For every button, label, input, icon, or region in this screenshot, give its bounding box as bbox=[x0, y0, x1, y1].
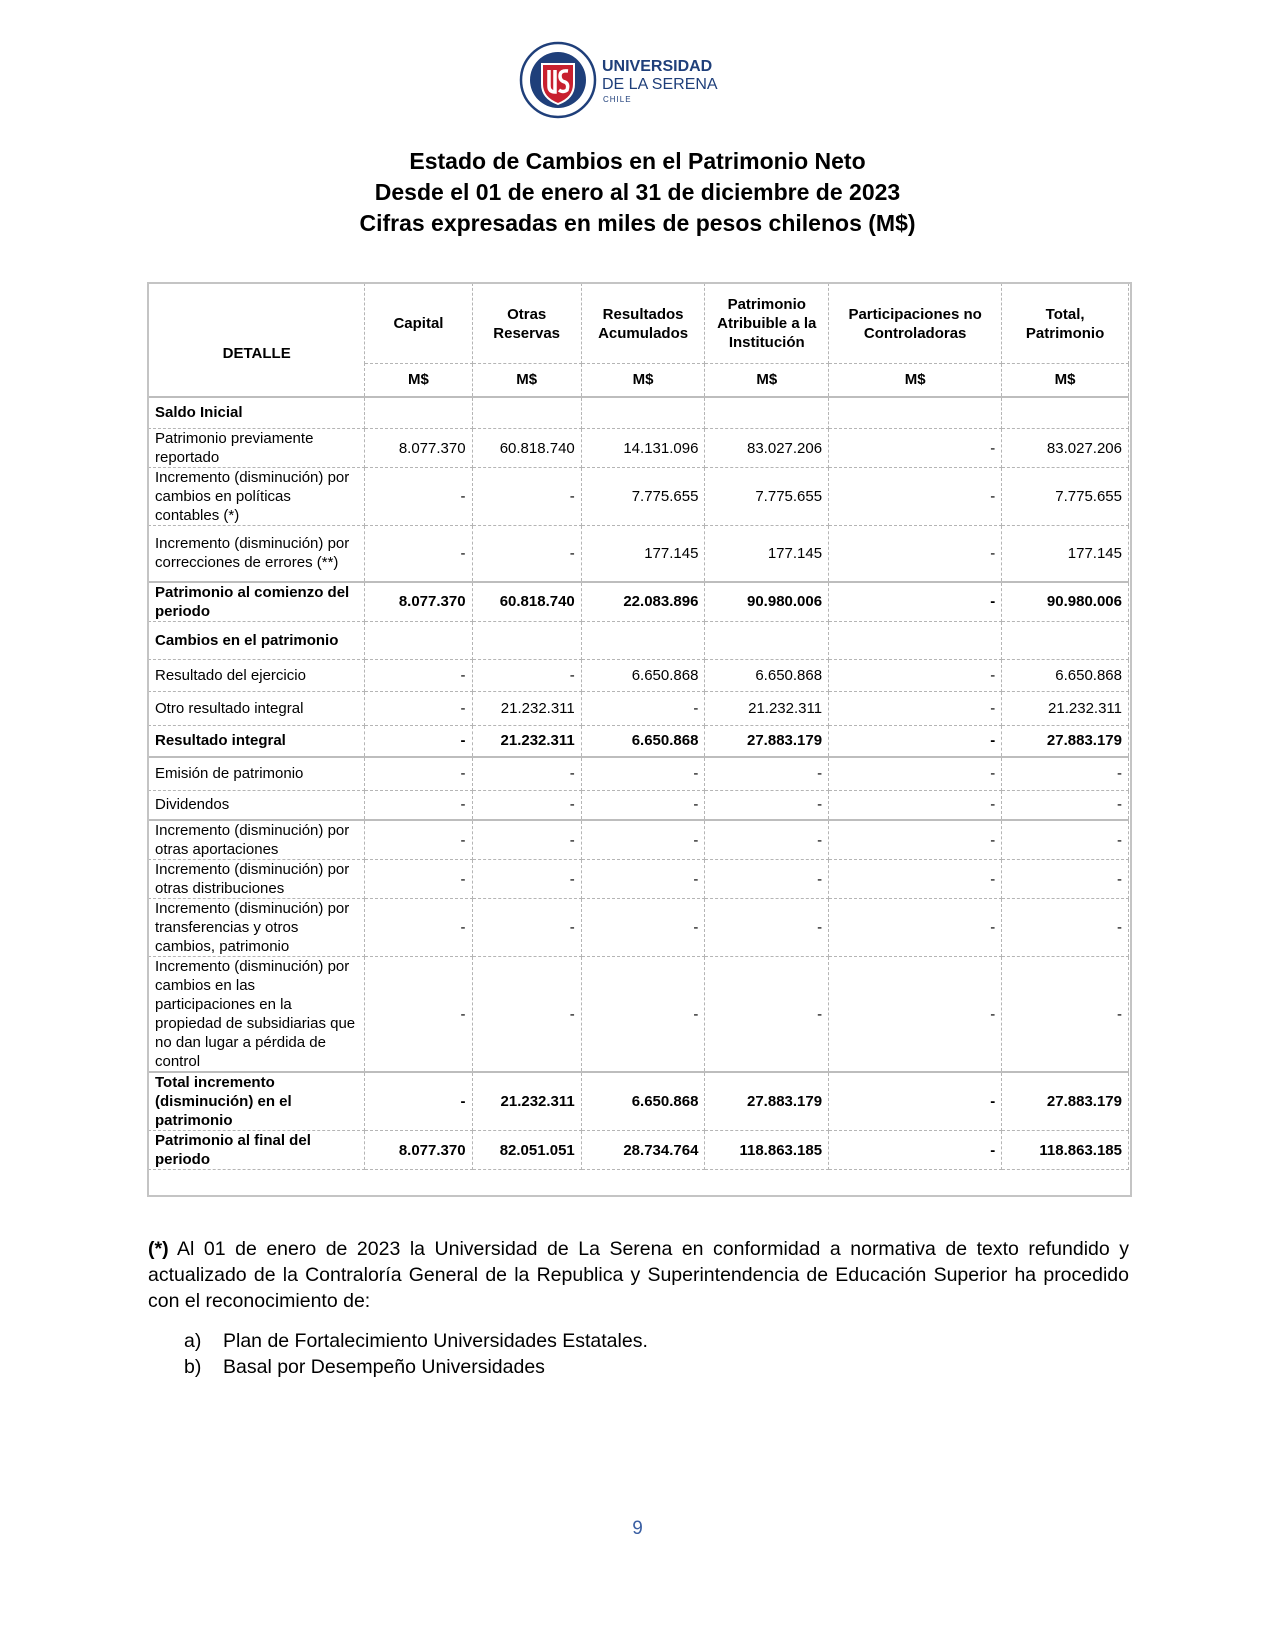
table-row bbox=[149, 526, 1129, 582]
cell-value: - bbox=[365, 957, 472, 1073]
row-label: Dividendos bbox=[149, 790, 365, 820]
cell-value: 21.232.311 bbox=[1002, 691, 1129, 725]
cell-value: 177.145 bbox=[581, 526, 705, 582]
cell-value: - bbox=[365, 860, 472, 899]
table-row bbox=[149, 757, 1129, 790]
table-row bbox=[149, 860, 1129, 899]
row-label: Otro resultado integral bbox=[149, 691, 365, 725]
row-label: Emisión de patrimonio bbox=[149, 757, 365, 790]
cell-value: 27.883.179 bbox=[705, 725, 829, 757]
cell-value: 27.883.179 bbox=[1002, 1072, 1129, 1131]
table-row bbox=[149, 899, 1129, 957]
cell-value: - bbox=[829, 820, 1002, 860]
cell-value: 60.818.740 bbox=[472, 582, 581, 622]
logo-name-line-2: DE LA SERENA bbox=[602, 76, 718, 93]
cell-value bbox=[705, 397, 829, 429]
unit-header: M$ bbox=[581, 364, 705, 397]
university-seal-icon bbox=[518, 40, 598, 120]
cell-value: - bbox=[581, 691, 705, 725]
cell-value: 21.232.311 bbox=[705, 691, 829, 725]
cell-value: - bbox=[365, 725, 472, 757]
unit-header: M$ bbox=[472, 364, 581, 397]
row-label: Saldo Inicial bbox=[149, 397, 365, 429]
cell-value: - bbox=[1002, 899, 1129, 957]
cell-value: - bbox=[705, 820, 829, 860]
list-item bbox=[184, 1354, 648, 1380]
table-row bbox=[149, 582, 1129, 622]
table-row bbox=[149, 820, 1129, 860]
cell-value: 83.027.206 bbox=[1002, 429, 1129, 468]
row-label: Patrimonio previamente reportado bbox=[149, 429, 365, 468]
cell-value bbox=[829, 621, 1002, 659]
cell-value: - bbox=[365, 790, 472, 820]
cell-value bbox=[581, 397, 705, 429]
column-header: Capital bbox=[365, 284, 472, 364]
university-logo bbox=[518, 40, 718, 120]
cell-value: 6.650.868 bbox=[581, 1072, 705, 1131]
cell-value: 6.650.868 bbox=[581, 725, 705, 757]
table-row bbox=[149, 429, 1129, 468]
cell-value: 90.980.006 bbox=[705, 582, 829, 622]
cell-value: - bbox=[581, 860, 705, 899]
cell-value: 8.077.370 bbox=[365, 429, 472, 468]
cell-value: 28.734.764 bbox=[581, 1131, 705, 1170]
column-header: Otras Reservas bbox=[472, 284, 581, 364]
table-row bbox=[149, 957, 1129, 1073]
row-label: Resultado del ejercicio bbox=[149, 659, 365, 691]
row-label: Patrimonio al final del periodo bbox=[149, 1131, 365, 1170]
table-header-row bbox=[149, 284, 1129, 364]
cell-value: - bbox=[829, 659, 1002, 691]
cell-value: 21.232.311 bbox=[472, 1072, 581, 1131]
cell-value: - bbox=[829, 691, 1002, 725]
cell-value: 118.863.185 bbox=[1002, 1131, 1129, 1170]
cell-value: - bbox=[581, 757, 705, 790]
cell-value: - bbox=[1002, 790, 1129, 820]
cell-value: 177.145 bbox=[1002, 526, 1129, 582]
row-label: Incremento (disminución) por cambios en las participaciones en la propiedad de subsidiarias que no dan lugar a pérdida de control bbox=[149, 957, 365, 1073]
cell-value bbox=[365, 621, 472, 659]
cell-value: - bbox=[829, 526, 1002, 582]
cell-value: - bbox=[365, 757, 472, 790]
table-row bbox=[149, 790, 1129, 820]
cell-value: - bbox=[365, 526, 472, 582]
cell-value: 6.650.868 bbox=[1002, 659, 1129, 691]
title-line-1: Estado de Cambios en el Patrimonio Neto bbox=[409, 148, 866, 174]
cell-value: - bbox=[829, 860, 1002, 899]
cell-value: - bbox=[365, 691, 472, 725]
cell-value bbox=[705, 621, 829, 659]
title-line-2: Desde el 01 de enero al 31 de diciembre de 2023 bbox=[374, 179, 901, 205]
cell-value: - bbox=[472, 526, 581, 582]
table-row bbox=[149, 397, 1129, 429]
cell-value: - bbox=[705, 860, 829, 899]
list-item bbox=[184, 1328, 648, 1354]
cell-value: 22.083.896 bbox=[581, 582, 705, 622]
cell-value: - bbox=[581, 957, 705, 1073]
footnote-paragraph bbox=[148, 1236, 1129, 1314]
cell-value: - bbox=[581, 820, 705, 860]
cell-value: 8.077.370 bbox=[365, 582, 472, 622]
table-row bbox=[149, 691, 1129, 725]
cell-value: - bbox=[1002, 820, 1129, 860]
cell-value: - bbox=[829, 429, 1002, 468]
cell-value: 14.131.096 bbox=[581, 429, 705, 468]
cell-value: - bbox=[829, 725, 1002, 757]
cell-value: - bbox=[365, 820, 472, 860]
cell-value: - bbox=[1002, 957, 1129, 1073]
cell-value bbox=[472, 397, 581, 429]
table-row bbox=[149, 621, 1129, 659]
cell-value: - bbox=[581, 790, 705, 820]
cell-value: - bbox=[365, 899, 472, 957]
title-line-3: Cifras expresadas en miles de pesos chilenos (M$) bbox=[359, 210, 916, 236]
cell-value: 177.145 bbox=[705, 526, 829, 582]
cell-value: - bbox=[472, 860, 581, 899]
cell-value: - bbox=[1002, 860, 1129, 899]
cell-value: - bbox=[705, 899, 829, 957]
cell-value: - bbox=[1002, 757, 1129, 790]
cell-value bbox=[1002, 397, 1129, 429]
cell-value: 82.051.051 bbox=[472, 1131, 581, 1170]
cell-value: 21.232.311 bbox=[472, 691, 581, 725]
row-label: Cambios en el patrimonio bbox=[149, 621, 365, 659]
cell-value: - bbox=[705, 790, 829, 820]
logo-name-line-3: CHILE bbox=[603, 95, 632, 104]
cell-value bbox=[365, 397, 472, 429]
cell-value: - bbox=[829, 899, 1002, 957]
cell-value: 27.883.179 bbox=[705, 1072, 829, 1131]
list-item-text: Plan de Fortalecimiento Universidades Estatales. bbox=[223, 1330, 648, 1352]
cell-value: - bbox=[365, 1072, 472, 1131]
cell-value: 118.863.185 bbox=[705, 1131, 829, 1170]
cell-value: 6.650.868 bbox=[705, 659, 829, 691]
cell-value: - bbox=[472, 757, 581, 790]
row-label: Incremento (disminución) por correcciones de errores (**) bbox=[149, 526, 365, 582]
row-label: Total incremento (disminución) en el patrimonio bbox=[149, 1072, 365, 1131]
cell-value: 6.650.868 bbox=[581, 659, 705, 691]
table-row bbox=[149, 468, 1129, 526]
cell-value: - bbox=[829, 957, 1002, 1073]
cell-value: 21.232.311 bbox=[472, 725, 581, 757]
cell-value: 83.027.206 bbox=[705, 429, 829, 468]
column-header: Patrimonio Atribuible a la Institución bbox=[705, 284, 829, 364]
cell-value: - bbox=[472, 790, 581, 820]
cell-value: - bbox=[829, 582, 1002, 622]
list-marker: b) bbox=[184, 1356, 202, 1378]
cell-value: 90.980.006 bbox=[1002, 582, 1129, 622]
cell-value: 60.818.740 bbox=[472, 429, 581, 468]
row-label: Incremento (disminución) por otras aportaciones bbox=[149, 820, 365, 860]
table-row bbox=[149, 1072, 1129, 1131]
equity-changes-table bbox=[148, 283, 1129, 1170]
column-header: Resultados Acumulados bbox=[581, 284, 705, 364]
unit-header: M$ bbox=[829, 364, 1002, 397]
cell-value: - bbox=[829, 1131, 1002, 1170]
cell-value: - bbox=[705, 957, 829, 1073]
cell-value: 7.775.655 bbox=[705, 468, 829, 526]
cell-value: - bbox=[365, 659, 472, 691]
cell-value: - bbox=[472, 468, 581, 526]
footnote-list bbox=[184, 1328, 648, 1380]
cell-value bbox=[472, 621, 581, 659]
footnote-text: Al 01 de enero de 2023 la Universidad de La Serena en conformidad a normativa de texto refundido y actualizado de la Contraloría General de la Republica y Superintendencia de Educación Superior ha procedido con el reconocimiento de: bbox=[148, 1238, 1129, 1312]
cell-value: - bbox=[472, 820, 581, 860]
cell-value: - bbox=[365, 468, 472, 526]
column-header: Participaciones no Controladoras bbox=[829, 284, 1002, 364]
document-title bbox=[0, 146, 1275, 239]
cell-value: - bbox=[829, 1072, 1002, 1131]
cell-value bbox=[1002, 621, 1129, 659]
cell-value: - bbox=[581, 899, 705, 957]
footnote-marker: (*) bbox=[148, 1238, 169, 1260]
cell-value: - bbox=[472, 659, 581, 691]
cell-value: 27.883.179 bbox=[1002, 725, 1129, 757]
unit-header: M$ bbox=[705, 364, 829, 397]
cell-value: - bbox=[829, 757, 1002, 790]
cell-value: - bbox=[472, 899, 581, 957]
cell-value: 8.077.370 bbox=[365, 1131, 472, 1170]
logo-name-line-1: UNIVERSIDAD bbox=[602, 58, 713, 75]
cell-value bbox=[581, 621, 705, 659]
cell-value bbox=[829, 397, 1002, 429]
row-label: Resultado integral bbox=[149, 725, 365, 757]
cell-value: 7.775.655 bbox=[581, 468, 705, 526]
unit-header: M$ bbox=[1002, 364, 1129, 397]
list-marker: a) bbox=[184, 1330, 202, 1352]
cell-value: - bbox=[472, 957, 581, 1073]
unit-header: M$ bbox=[365, 364, 472, 397]
cell-value: 7.775.655 bbox=[1002, 468, 1129, 526]
row-label: Patrimonio al comienzo del periodo bbox=[149, 582, 365, 622]
cell-value: - bbox=[705, 757, 829, 790]
row-label: Incremento (disminución) por transferencias y otros cambios, patrimonio bbox=[149, 899, 365, 957]
table-row bbox=[149, 659, 1129, 691]
column-header: Total, Patrimonio bbox=[1002, 284, 1129, 364]
list-item-text: Basal por Desempeño Universidades bbox=[223, 1356, 545, 1378]
detail-header: DETALLE bbox=[149, 284, 365, 397]
row-label: Incremento (disminución) por cambios en políticas contables (*) bbox=[149, 468, 365, 526]
page-number: 9 bbox=[632, 1518, 643, 1539]
table-row bbox=[149, 1131, 1129, 1170]
cell-value: - bbox=[829, 790, 1002, 820]
table-row bbox=[149, 725, 1129, 757]
row-label: Incremento (disminución) por otras distribuciones bbox=[149, 860, 365, 899]
cell-value: - bbox=[829, 468, 1002, 526]
